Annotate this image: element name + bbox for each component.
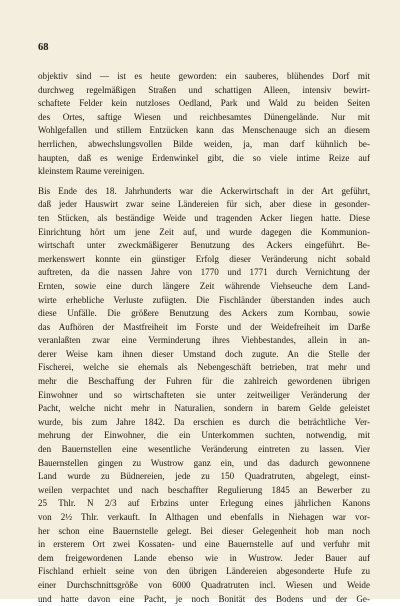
text-line: des Ortes, saftige Wiesen und reichbesamtes Dünengelände. Nur mit [38, 111, 370, 122]
text-line: mehrung der Einwohner, die ein Unterkommen suchten, notwendig, mit [38, 430, 370, 441]
text-line: Einrichtung hört um jene Zeit auf, und wurde dagegen die Kommunion- [38, 226, 370, 237]
paragraph [38, 185, 370, 606]
text-line: Einwohner und so wirtschafteten sie unter zeitweiliger Veränderung der [38, 389, 370, 400]
text-line: herrlichen, abwechslungsvollen Bilde weiden, ja, man darf kühnlich be- [38, 138, 370, 149]
text-line: daß jeder Hauswirt zwar seine Ländereien für sich, aber diese in gesonder- [38, 199, 370, 210]
text-line: Pacht, welche nicht mehr in Naturalien, sondern in barem Gelde geleistet [38, 403, 370, 414]
text-line: her schon eine Bauernstelle gelegt. Bei dieser Gelegenheit hob man noch [38, 525, 370, 536]
text-line: Wohlgefallen und stillem Entzücken kann das Menschenauge sich an diesem [38, 125, 370, 136]
text-line: und hatte davon eine Pacht, je noch Bonität des Bodens und der Ge- [38, 593, 370, 604]
text-line: in ersterem Ort zwei Kossaten- und eine Bauernstelle auf und verfuhr mit [38, 539, 370, 550]
text-line: das Aufhören der Mastfreiheit im Forste und der Weidefreiheit im Darße [38, 321, 370, 332]
text-line: kleinstem Raume vereinigen. [38, 166, 145, 177]
text-line: von 2½ Thlr. verkauft. In Althagen und ebenfalls in Niehagen war vor- [38, 512, 370, 522]
text-line: merkenswert konnte ein günstiger Erfolg dieser Veränderung nicht sobald [38, 253, 370, 264]
text-line: dem freigewordenen Lande ebenso wie in Wustrow. Jeder Bauer auf [38, 552, 370, 563]
text-line: schaftete Felder kein nutzloses Oedland, Park und Wald zu beiden Seiten [38, 98, 370, 109]
text-line: Fischland erhielt seine von den übrigen Ländereien abgesonderte Hufe zu [38, 566, 370, 577]
text-line: Bis Ende des 18. Jahrhunderts war die Ackerwirtschaft in der Art geführt, [38, 185, 370, 196]
text-line: einer Durchschnittsgröße von 6000 Quadratruten incl. Wiesen und Weide [38, 579, 370, 590]
text-line: Bauernstellen gingen zu Wustrow ganz ein, und das dadurch gewonnene [38, 457, 370, 468]
text-line: derer Weise kam ihnen dieser Umstand doch zugute. An die Stelle der [38, 348, 370, 359]
text-line: durchweg regelmäßigen Straßen und schattigen Alleen, intensiv bewirt- [38, 84, 370, 95]
text-line: auftreten, da die nassen Jahre von 1770 und 1771 durch Vernichtung der [38, 267, 370, 278]
text-line: Land wurde zu Büdnereien, jede zu 150 Quadratruten, abgelegt, einst- [38, 471, 370, 482]
text-line: 25 Thlr. N 2/3 auf Erbzins unter Erlegung eines jährlichen Kanons [38, 498, 370, 509]
page-number: 68 [38, 42, 49, 53]
text-line: Ernten, sowie eine durch längere Zeit währende Viehseuche dem Land- [38, 280, 370, 291]
paragraph [38, 70, 370, 179]
text-line: Fischerei, welche sie ehemals als Nebengeschäft betrieben, trat mehr und [38, 362, 370, 373]
text-line: den Bauernstellen eine wesentliche Veränderung eintreten zu lassen. Vier [38, 444, 370, 455]
page-edge [400, 0, 404, 599]
text-line: wirtschaft unter zweckmäßigerer Benutzung des Ackers eingeführt. Be- [38, 240, 370, 251]
body-text [38, 70, 370, 606]
text-line: diese Unfälle. Die größere Benutzung des Ackers zum Kornbau, sowie [38, 308, 370, 319]
text-line: veranlaßten zwar eine Verminderung ihres Viehbestandes, allein in an- [38, 335, 370, 346]
text-line: weilen verpachtet und nach beschaffter Regulierung 1845 an Bewerber zu [38, 484, 370, 495]
text-line: haupten, daß es wenige Erdenwinkel gibt, die so viele intime Reize auf [38, 152, 370, 163]
text-line: wirte erhebliche Verluste zufügten. Die Fischländer überstanden indes auch [38, 294, 370, 305]
text-line: wurde, bis zum Jahre 1842. Da erschien es durch die beträchtliche Ver- [38, 416, 370, 427]
text-line: ten Stücken, als beständige Weide und tragenden Acker liegen hatte. Diese [38, 212, 370, 223]
text-line: mehr die Beschaffung der Fuhren für die zahlreich gewordenen übrigen [38, 376, 370, 387]
text-line: objektiv sind — ist es heute geworden: ein sauberes, blühendes Dorf mit [38, 71, 370, 81]
